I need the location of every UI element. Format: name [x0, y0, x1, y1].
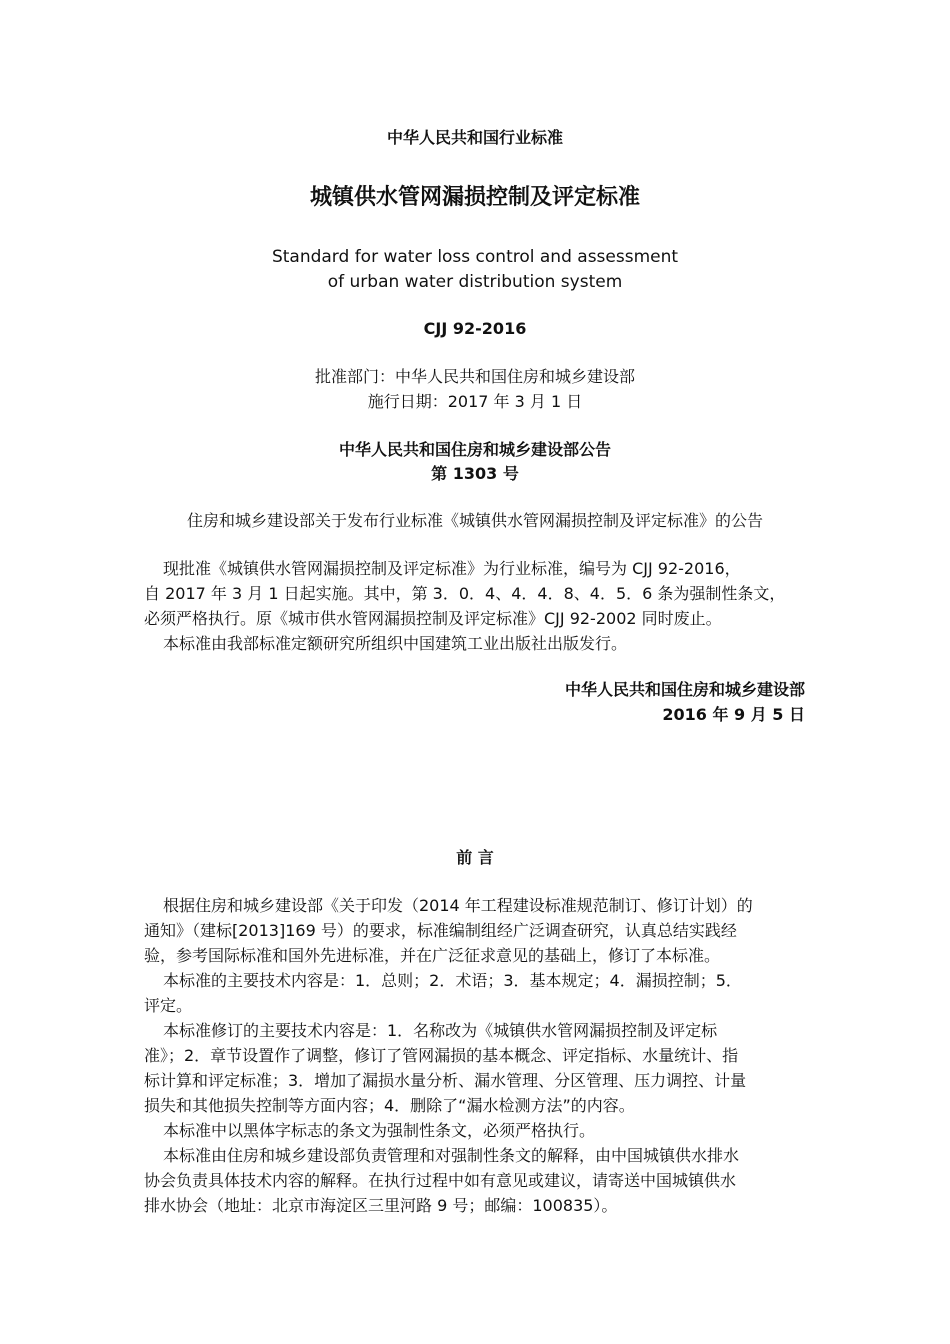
preface-line: 标计算和评定标准；3．增加了漏损水量分析、漏水管理、分区管理、压力调控、计量 [144, 1071, 747, 1090]
announcement-issuer: 中华人民共和国住房和城乡建设部公告 [338, 440, 611, 459]
preface-line: 通知》（建标[2013]169 号）的要求，标准编制组经广泛调查研究，认真总结实践经 [144, 921, 737, 940]
announcement-body-line: 自 2017 年 3 月 1 日起实施。其中，第 3．0．4、4．4．8、4．5．6 条为强制性条文， [144, 584, 786, 603]
preface-line: 本标准中以黑体字标志的条文为强制性条文，必须严格执行。 [163, 1121, 596, 1140]
approval-department: 批准部门：中华人民共和国住房和城乡建设部 [314, 367, 635, 386]
announcement-sign-date: 2016 年 9 月 5 日 [662, 705, 805, 724]
document-title-cn: 城镇供水管网漏损控制及评定标准 [309, 185, 640, 210]
announcement-number: 第 1303 号 [431, 464, 519, 483]
standard-code: CJJ 92-2016 [423, 319, 527, 338]
preface-line: 验，参考国际标准和国外先进标准，并在广泛征求意见的基础上，修订了本标准。 [144, 946, 721, 965]
preface-line: 排水协会（地址：北京市海淀区三里河路 9 号；邮编：100835）。 [144, 1196, 618, 1215]
announcement-body-line: 必须严格执行。原《城市供水管网漏损控制及评定标准》CJJ 92-2002 同时废止。 [144, 609, 722, 628]
document-title-en-line2: of urban water distribution system [327, 272, 623, 292]
preface-line: 损失和其他损失控制等方面内容；4．删除了“漏水检测方法”的内容。 [144, 1096, 635, 1115]
preface-line: 本标准修订的主要技术内容是：1．名称改为《城镇供水管网漏损控制及评定标 [163, 1021, 718, 1040]
announcement-signature: 中华人民共和国住房和城乡建设部 [564, 680, 805, 699]
preface-heading: 前 言 [456, 848, 494, 867]
announcement-body-line: 本标准由我部标准定额研究所组织中国建筑工业出版社出版发行。 [163, 634, 628, 653]
announcement-body-line: 现批准《城镇供水管网漏损控制及评定标准》为行业标准，编号为 CJJ 92-2016， [163, 559, 741, 578]
preface-line: 协会负责具体技术内容的解释。在执行过程中如有意见或建议，请寄送中国城镇供水 [144, 1171, 737, 1190]
document-title-en-line1: Standard for water loss control and assessment [271, 247, 679, 267]
preface-line: 本标准的主要技术内容是：1．总则；2．术语；3．基本规定；4．漏损控制；5． [163, 971, 742, 990]
announcement-subject: 住房和城乡建设部关于发布行业标准《城镇供水管网漏损控制及评定标准》的公告 [186, 511, 763, 530]
industry-standard-label: 中华人民共和国行业标准 [386, 128, 563, 147]
preface-line: 评定。 [144, 996, 193, 1015]
preface-line: 本标准由住房和城乡建设部负责管理和对强制性条文的解释，由中国城镇供水排水 [163, 1146, 740, 1165]
preface-line: 准》；2．章节设置作了调整，修订了管网漏损的基本概念、评定指标、水量统计、指 [144, 1046, 739, 1065]
effective-date: 施行日期：2017 年 3 月 1 日 [367, 392, 583, 411]
preface-line: 根据住房和城乡建设部《关于印发（2014 年工程建设标准规范制订、修订计划）的 [163, 896, 753, 915]
